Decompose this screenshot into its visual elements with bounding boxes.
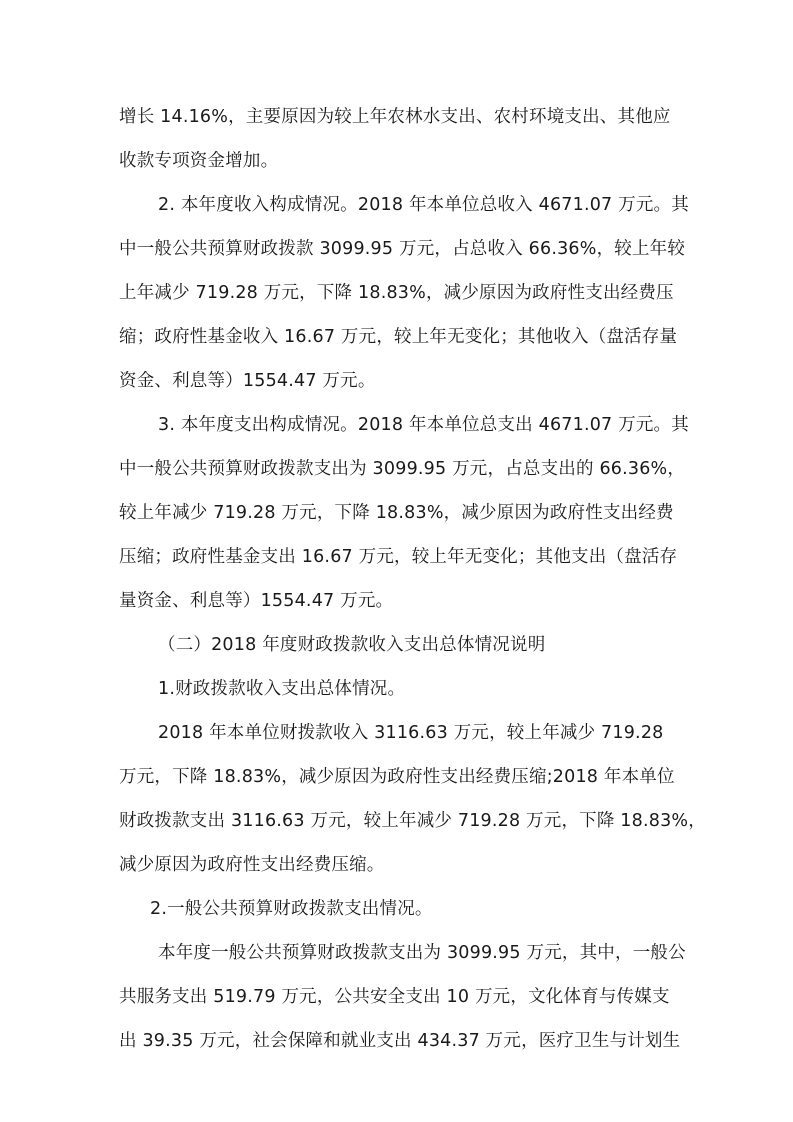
body-text-line: 量资金、利息等）1554.47 万元。 (119, 591, 394, 611)
body-text-line: 上年减少 719.28 万元，下降 18.83%，减少原因为政府性支出经费压 (119, 283, 674, 303)
body-text-line: 2018 年本单位财拨款收入 3116.63 万元，较上年减少 719.28 (158, 723, 664, 743)
body-text-line: 出 39.35 万元，社会保障和就业支出 434.37 万元，医疗卫生与计划生 (119, 1031, 681, 1051)
body-text-line: 本年度一般公共预算财政拨款支出为 3099.95 万元，其中，一般公 (158, 943, 686, 963)
body-text-line: 共服务支出 519.79 万元，公共安全支出 10 万元，文化体育与传媒支 (119, 987, 670, 1007)
body-text-line: 中一般公共预算财政拨款支出为 3099.95 万元，占总支出的 66.36%， (119, 459, 686, 479)
body-text-line: 万元，下降 18.83%，减少原因为政府性支出经费压缩;2018 年本单位 (119, 767, 675, 787)
body-text-line: 3. 本年度支出构成情况。2018 年本单位总支出 4671.07 万元。其 (158, 415, 689, 435)
body-text-line: 压缩；政府性基金支出 16.67 万元，较上年无变化；其他支出（盘活存 (119, 547, 678, 567)
body-text-line: 增长 14.16%，主要原因为较上年农林水支出、农村环境支出、其他应 (119, 107, 671, 127)
body-text-line: 财政拨款支出 3116.63 万元，较上年减少 719.28 万元，下降 18.83%， (119, 811, 706, 831)
body-text-line: 缩；政府性基金收入 16.67 万元，较上年无变化；其他收入（盘活存量 (119, 327, 678, 347)
body-text-line: 减少原因为政府性支出经费压缩。 (119, 855, 385, 875)
subsection-heading: 2.一般公共预算财政拨款支出情况。 (150, 899, 433, 919)
section-heading: （二）2018 年度财政拨款收入支出总体情况说明 (158, 635, 546, 655)
body-text-line: 2. 本年度收入构成情况。2018 年本单位总收入 4671.07 万元。其 (158, 195, 689, 215)
body-text-line: 中一般公共预算财政拨款 3099.95 万元，占总收入 66.36%，较上年较 (119, 239, 686, 259)
body-text-line: 较上年减少 719.28 万元，下降 18.83%，减少原因为政府性支出经费 (119, 503, 674, 523)
body-text-line: 资金、利息等）1554.47 万元。 (119, 371, 376, 391)
subsection-heading: 1.财政拨款收入支出总体情况。 (158, 679, 406, 699)
body-text-line: 收款专项资金增加。 (119, 151, 279, 171)
